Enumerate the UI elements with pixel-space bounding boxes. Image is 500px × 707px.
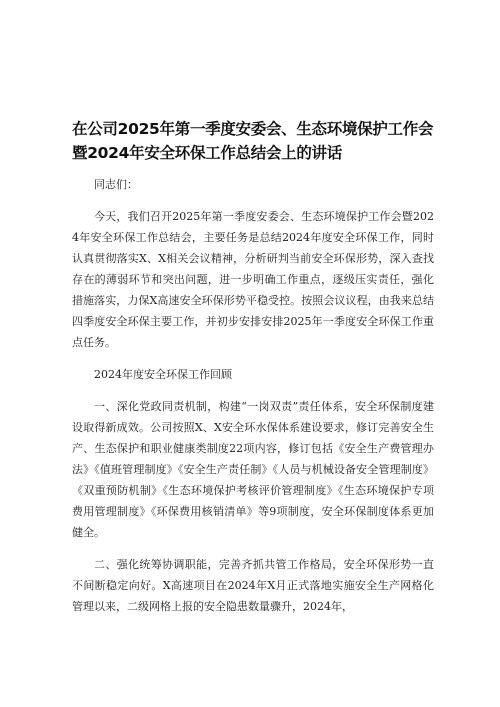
document-title xyxy=(72,117,442,165)
opening-paragraph: 今天，我们召开2025年第一季度安委会、生态环境保护工作会暨2024年安全环保工作总结会，主要任务是总结2024年度安全环保工作，同时认真贯彻落实X、X相关会议精神，分析研判当前安全环保形势，深入查找存在的薄弱环节和突出问题，进一步明确工作重点，逐级压实责任，强化措施落实，力保X高速安全环保形势平稳受控。按照会议议程，由我来总结四季度安全环保主要工作，并初步安排安排2025年一季度安全环保工作重点任务。 xyxy=(72,209,434,350)
section-paragraph-2: 二、强化统筹协调职能，完善齐抓共管工作格局，安全环保形势一直不间断稳定向好。X高速项目在2024年X月正式落地实施安全生产网格化管理以来，二级网格上报的安全隐患数量骤升，2024年， xyxy=(72,557,434,614)
section-heading: 2024年度安全环保工作回顾 xyxy=(94,367,232,381)
title-line-2: 暨2024年安全环保工作总结会上的讲话 xyxy=(72,144,342,162)
greeting: 同志们： xyxy=(94,178,138,191)
title-line-1: 在公司2025年第一季度安委会、生态环境保护工作会 xyxy=(72,120,434,138)
section-paragraph-1: 一、深化党政同责机制，构建“一岗双责”责任体系，安全环保制度建设取得新成效。公司按照X、X安全环水保体系建设要求，修订完善安全生产、生态保护和职业健康类制度22项内容，修订包括《安全生产费管理办法》《值班管理制度》《安全生产责任制》《人员与机械设备安全管理制度》《双重预防机制》《生态环境保护考核评价管理制度》《生态环境保护专项费用管理制度》《环保费用核销清单》等9项制度，安全环保制度体系更加健全。 xyxy=(72,399,434,540)
document-body xyxy=(72,174,434,628)
